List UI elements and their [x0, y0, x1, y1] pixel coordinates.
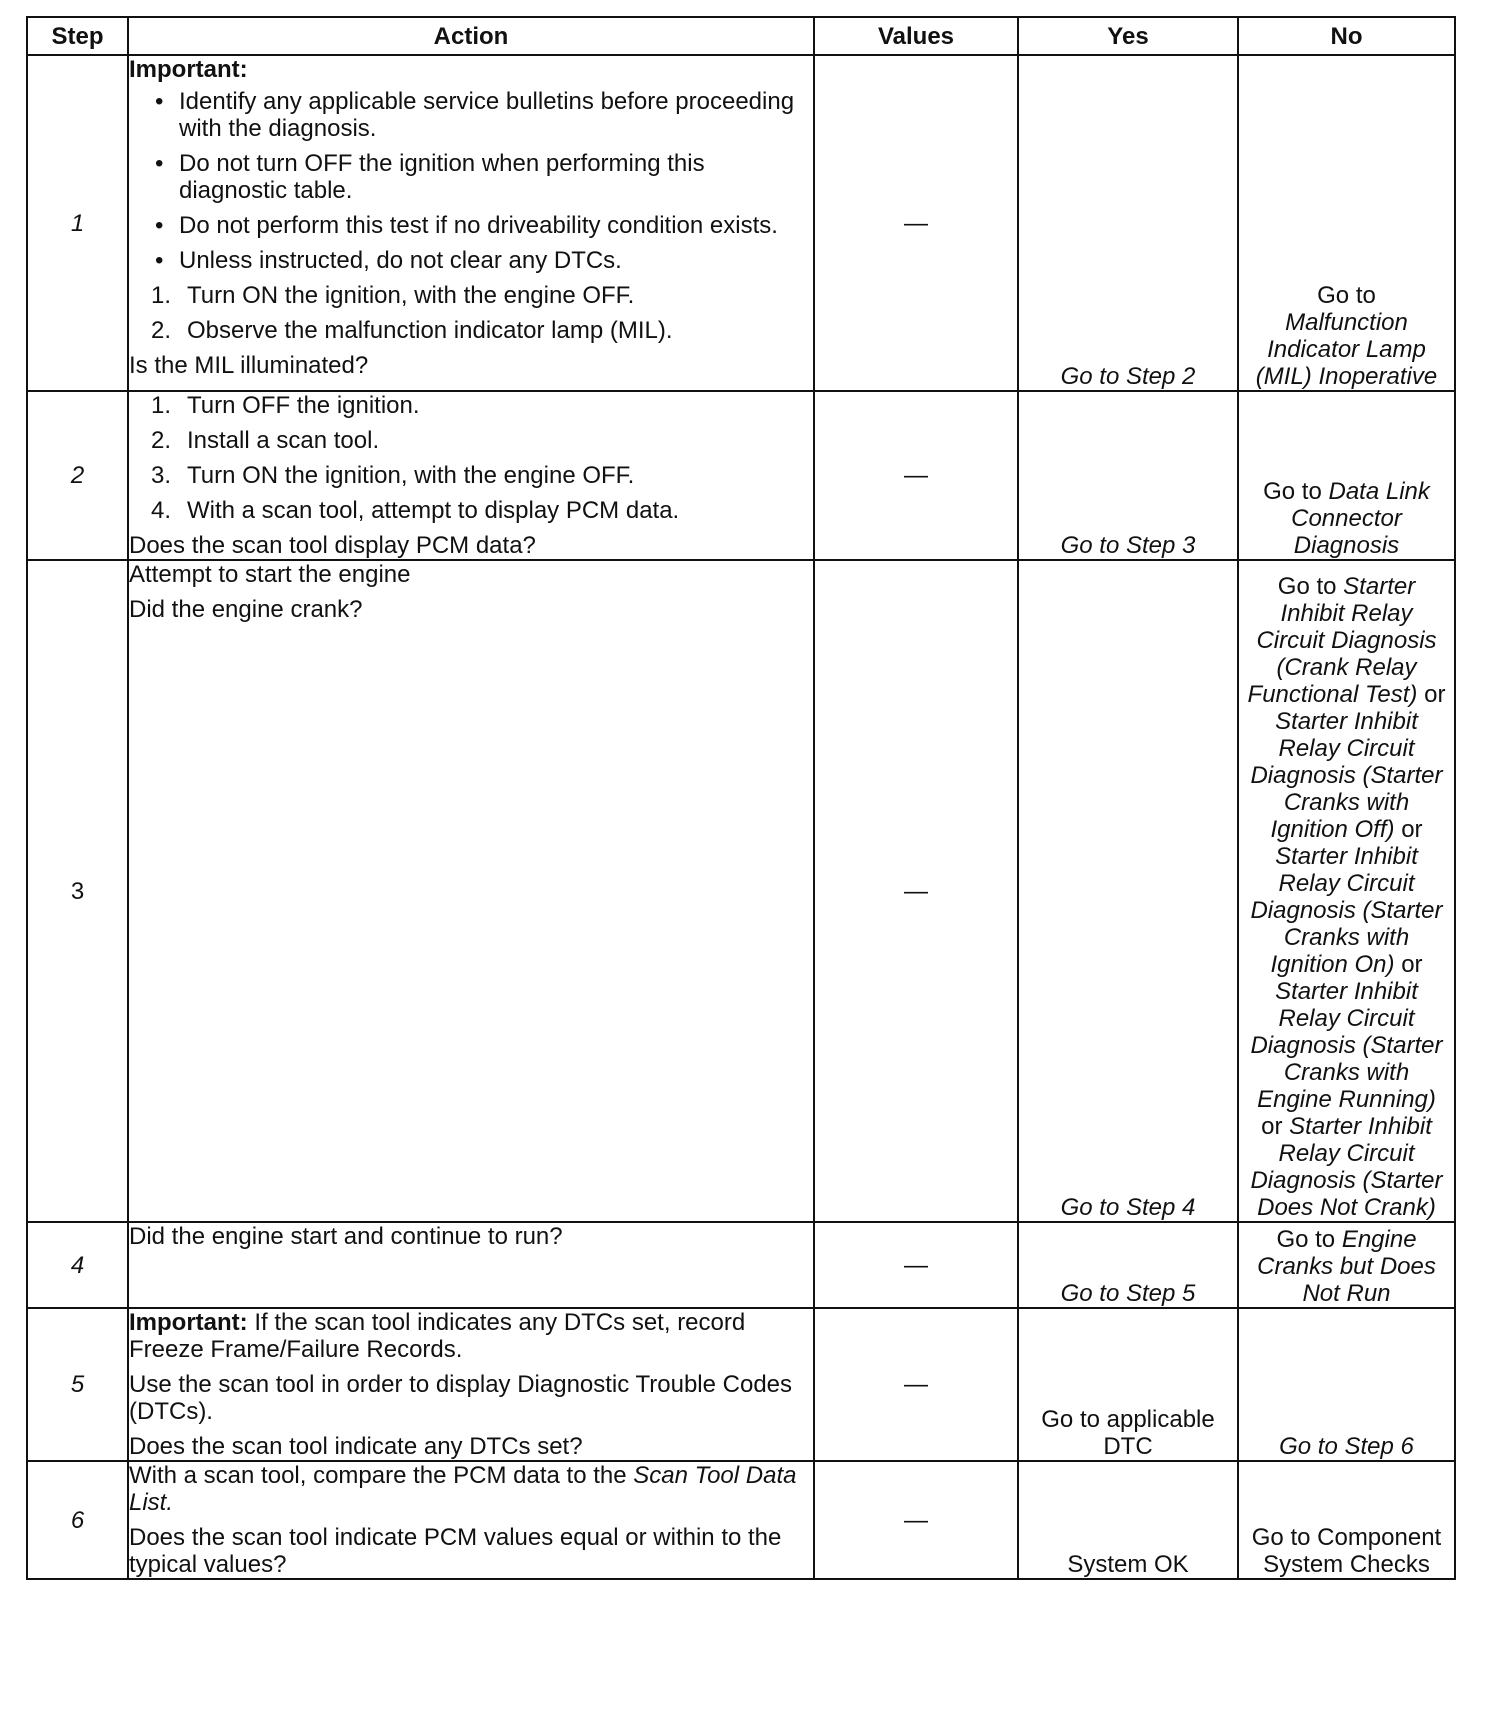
- values-cell: —: [814, 1308, 1018, 1461]
- values-cell: —: [814, 1461, 1018, 1579]
- or-text: or: [1401, 816, 1423, 843]
- step-number: 5: [27, 1308, 128, 1461]
- bullet-item: • Do not perform this test if no driveability condition exists.: [129, 212, 813, 239]
- instruction-text: Attempt to start the engine: [129, 561, 411, 588]
- question-text: Does the scan tool display PCM data?: [129, 532, 536, 559]
- values-cell: —: [814, 55, 1018, 391]
- action-cell: [128, 391, 814, 560]
- action-cell: [128, 560, 814, 1222]
- table-row-step-2: [27, 391, 1455, 560]
- bullet-item: • Unless instructed, do not clear any DTCs.: [129, 247, 813, 274]
- no-link: Malfunction Indicator Lamp (MIL) Inoperative: [1255, 309, 1438, 390]
- no-prefix: Go to: [1263, 478, 1322, 505]
- no-cell: [1238, 1461, 1455, 1579]
- header-step: Step: [27, 17, 128, 55]
- question-text: Is the MIL illuminated?: [129, 352, 369, 379]
- important-text: If the scan tool indicates any DTCs set, record Freeze Frame/Failure Records.: [129, 1309, 746, 1363]
- numbered-item: 2. Install a scan tool.: [151, 427, 380, 454]
- no-prefix: Go to: [1277, 573, 1337, 600]
- no-link-3: Starter Inhibit Relay Circuit Diagnosis (Starter Cranks with Ignition On): [1250, 843, 1443, 978]
- no-prefix: Go to: [1317, 282, 1376, 309]
- question-text: Did the engine start and continue to run?: [129, 1223, 563, 1250]
- no-link-1: Starter Inhibit Relay Circuit Diagnosis (Crank Relay Functional Test): [1247, 573, 1437, 708]
- yes-cell: System OK: [1018, 1461, 1238, 1579]
- table-row-step-3: [27, 560, 1455, 1222]
- step-number: 3: [27, 560, 128, 1222]
- numbered-item: 1. Turn ON the ignition, with the engine OFF.: [151, 282, 635, 309]
- no-link-4: Starter Inhibit Relay Circuit Diagnosis (Starter Cranks with Engine Running): [1250, 978, 1443, 1113]
- action-cell: [128, 1222, 814, 1308]
- step-number: 4: [27, 1222, 128, 1308]
- question-text: Did the engine crank?: [129, 596, 363, 623]
- table-row-step-1: [27, 55, 1455, 391]
- important-label: Important:: [129, 1309, 248, 1336]
- no-cell: [1238, 560, 1455, 1222]
- or-text: or: [1401, 951, 1423, 978]
- table-row-step-4: [27, 1222, 1455, 1308]
- numbered-item: 3. Turn ON the ignition, with the engine OFF.: [151, 462, 635, 489]
- instruction-text: [129, 1462, 813, 1516]
- header-values: Values: [814, 17, 1018, 55]
- yes-text: Go to applicable DTC: [1041, 1406, 1215, 1460]
- no-cell: [1238, 391, 1455, 560]
- values-cell: —: [814, 1222, 1018, 1308]
- yes-cell: Go to Step 5: [1018, 1222, 1238, 1308]
- yes-cell: [1018, 1308, 1238, 1461]
- bullet-item: • Do not turn OFF the ignition when performing this diagnostic table.: [129, 150, 813, 204]
- no-cell: Go to Step 6: [1238, 1308, 1455, 1461]
- instruction-suffix: .: [166, 1489, 174, 1516]
- or-text: or: [1424, 681, 1446, 708]
- step-number: 2: [27, 391, 128, 560]
- step-number: 1: [27, 55, 128, 391]
- action-cell: [128, 1461, 814, 1579]
- important-note: [129, 1309, 813, 1363]
- no-cell: [1238, 1222, 1455, 1308]
- numbered-item: 4. With a scan tool, attempt to display PCM data.: [151, 497, 680, 524]
- table-row-step-6: [27, 1461, 1455, 1579]
- scan-tool-data-list-link: Scan Tool Data List: [129, 1462, 797, 1516]
- step-number: 6: [27, 1461, 128, 1579]
- values-cell: —: [814, 560, 1018, 1222]
- bullet-item: • Identify any applicable service bulletins before proceeding with the diagnosis.: [129, 88, 813, 142]
- numbered-item: 1. Turn OFF the ignition.: [151, 392, 420, 419]
- action-cell: [128, 1308, 814, 1461]
- instruction-prefix: With a scan tool, compare the PCM data to the: [129, 1462, 627, 1489]
- no-link: Data Link Connector Diagnosis: [1291, 478, 1430, 559]
- yes-cell: Go to Step 4: [1018, 560, 1238, 1222]
- header-no: No: [1238, 17, 1455, 55]
- question-text: Does the scan tool indicate any DTCs set?: [129, 1433, 583, 1460]
- instruction-text: Use the scan tool in order to display Diagnostic Trouble Codes (DTCs).: [129, 1371, 793, 1425]
- no-link-2: Starter Inhibit Relay Circuit Diagnosis (Starter Cranks with Ignition Off): [1250, 708, 1443, 843]
- diagnostic-table: [26, 16, 1456, 1580]
- header-row: [27, 17, 1455, 55]
- values-cell: —: [814, 391, 1018, 560]
- action-cell: [128, 55, 814, 391]
- no-prefix: Go to: [1276, 1226, 1336, 1253]
- yes-cell: Go to Step 2: [1018, 55, 1238, 391]
- header-action: Action: [128, 17, 814, 55]
- numbered-item: 2. Observe the malfunction indicator lamp (MIL).: [151, 317, 673, 344]
- or-text: or: [1261, 1113, 1283, 1140]
- no-link-5: Starter Inhibit Relay Circuit Diagnosis (Starter Does Not Crank): [1250, 1113, 1443, 1221]
- question-text: Does the scan tool indicate PCM values equal or within to the typical values?: [129, 1524, 782, 1578]
- no-cell: [1238, 55, 1455, 391]
- no-link: Engine Cranks but Does Not Run: [1257, 1226, 1436, 1307]
- yes-cell: Go to Step 3: [1018, 391, 1238, 560]
- important-label: Important:: [129, 56, 248, 83]
- table-row-step-5: [27, 1308, 1455, 1461]
- no-text: Go to Component System Checks: [1251, 1524, 1442, 1578]
- header-yes: Yes: [1018, 17, 1238, 55]
